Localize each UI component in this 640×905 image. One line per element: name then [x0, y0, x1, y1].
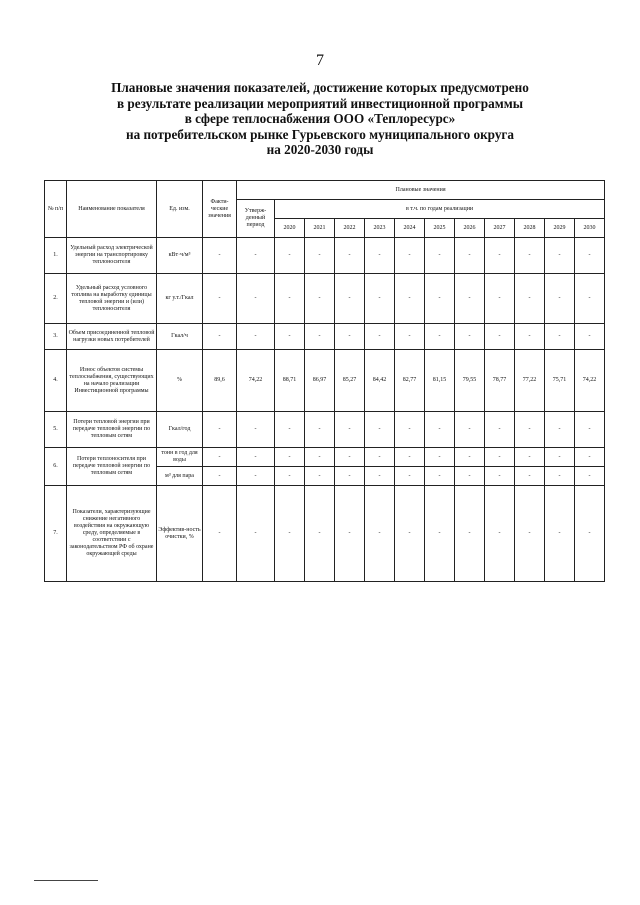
header-year: 2026 — [455, 219, 485, 238]
header-year: 2027 — [485, 219, 515, 238]
table-row — [45, 486, 605, 582]
actual-value: 89,6 — [203, 350, 237, 412]
row-number: 4. — [45, 350, 67, 412]
year-value: - — [545, 467, 575, 486]
year-value: - — [365, 238, 395, 274]
year-value: - — [485, 486, 515, 582]
header-approved: Утверж-денный период — [237, 200, 275, 238]
title-line-1: Плановые значения показателей, достижение которых предусмотрено — [111, 80, 529, 95]
year-value: 86,97 — [305, 350, 335, 412]
year-value: 81,15 — [425, 350, 455, 412]
actual-value: - — [203, 274, 237, 324]
unit-cell: кВт·ч/м³ — [157, 238, 203, 274]
row-number: 7. — [45, 486, 67, 582]
year-value: - — [545, 274, 575, 324]
header-by-years: в т.ч. по годам реализации — [275, 200, 605, 219]
approved-value: - — [237, 467, 275, 486]
year-value: - — [575, 412, 605, 448]
row-number: 6. — [45, 448, 67, 486]
year-value: - — [425, 412, 455, 448]
year-value: - — [455, 238, 485, 274]
table-row — [45, 238, 605, 274]
header-unit: Ед. изм. — [157, 181, 203, 238]
approved-value: - — [237, 412, 275, 448]
year-value: - — [395, 238, 425, 274]
row-number: 2. — [45, 274, 67, 324]
year-value: - — [425, 238, 455, 274]
year-value: - — [455, 412, 485, 448]
title-line-3: в сфере теплоснабжения ООО «Теплоресурс» — [184, 111, 456, 126]
year-value: - — [275, 274, 305, 324]
unit-cell: м³ для пара — [157, 467, 203, 486]
indicator-name: Потери теплоносителя при передаче тепловой энергии по тепловым сетям — [67, 448, 157, 486]
year-value: - — [365, 274, 395, 324]
year-value: - — [515, 467, 545, 486]
year-value: - — [395, 467, 425, 486]
year-value: - — [485, 274, 515, 324]
year-value: - — [395, 324, 425, 350]
year-value: - — [275, 467, 305, 486]
row-number: 3. — [45, 324, 67, 350]
year-value: - — [305, 448, 335, 467]
year-value: - — [575, 448, 605, 467]
year-value: 77,22 — [515, 350, 545, 412]
indicator-name: Потери тепловой энергии при передаче тепловой энергии по тепловым сетям — [67, 412, 157, 448]
year-value: - — [335, 238, 365, 274]
actual-value: - — [203, 448, 237, 467]
year-value: - — [485, 238, 515, 274]
year-value: - — [305, 238, 335, 274]
year-value: 85,27 — [335, 350, 365, 412]
header-num: № п/п — [45, 181, 67, 238]
title-line-5: на 2020-2030 годы — [266, 142, 374, 157]
approved-value: - — [237, 486, 275, 582]
year-value: - — [275, 238, 305, 274]
year-value: 75,71 — [545, 350, 575, 412]
header-year: 2020 — [275, 219, 305, 238]
year-value: - — [425, 324, 455, 350]
year-value: - — [275, 324, 305, 350]
indicator-name: Удельный расход условного топлива на выработку единицы тепловой энергии и (или) теплоносителя — [67, 274, 157, 324]
header-year: 2022 — [335, 219, 365, 238]
year-value: - — [455, 486, 485, 582]
year-value: - — [485, 448, 515, 467]
table-row — [45, 412, 605, 448]
year-value: - — [515, 324, 545, 350]
footer-rule — [34, 880, 98, 881]
header-year: 2030 — [575, 219, 605, 238]
year-value: - — [455, 467, 485, 486]
year-value: - — [335, 467, 365, 486]
year-value: - — [335, 324, 365, 350]
row-number: 1. — [45, 238, 67, 274]
table-row — [45, 324, 605, 350]
indicator-name: Показатели, характеризующие снижение негативного воздействия на окружающую среду, определяемые в соответствии с законодательством РФ об охране окружающей среды — [67, 486, 157, 582]
year-value: - — [365, 412, 395, 448]
header-year: 2028 — [515, 219, 545, 238]
table-row — [45, 350, 605, 412]
header-actual: Факти-ческие значения — [203, 181, 237, 238]
year-value: - — [275, 486, 305, 582]
header-year: 2029 — [545, 219, 575, 238]
year-value: - — [545, 486, 575, 582]
indicators-table — [44, 180, 605, 582]
year-value: - — [395, 486, 425, 582]
year-value: - — [455, 324, 485, 350]
table-row — [45, 448, 605, 467]
year-value: - — [575, 324, 605, 350]
year-value: - — [485, 324, 515, 350]
year-value: 84,42 — [365, 350, 395, 412]
indicator-name: Объем присоединенной тепловой нагрузки новых потребителей — [67, 324, 157, 350]
year-value: - — [365, 324, 395, 350]
year-value: - — [335, 412, 365, 448]
year-value: - — [365, 486, 395, 582]
year-value: - — [305, 412, 335, 448]
year-value: - — [425, 486, 455, 582]
actual-value: - — [203, 238, 237, 274]
row-number: 5. — [45, 412, 67, 448]
table-body — [45, 238, 605, 582]
year-value: - — [545, 448, 575, 467]
year-value: - — [275, 448, 305, 467]
year-value: - — [545, 412, 575, 448]
year-value: - — [395, 412, 425, 448]
year-value: - — [545, 324, 575, 350]
year-value: - — [305, 486, 335, 582]
year-value: - — [515, 412, 545, 448]
approved-value: - — [237, 238, 275, 274]
actual-value: - — [203, 412, 237, 448]
year-value: - — [305, 274, 335, 324]
year-value: - — [575, 467, 605, 486]
header-year: 2021 — [305, 219, 335, 238]
year-value: - — [545, 238, 575, 274]
year-value: - — [575, 238, 605, 274]
year-value: - — [485, 412, 515, 448]
year-value: 79,55 — [455, 350, 485, 412]
unit-cell: тонн в год для воды — [157, 448, 203, 467]
year-value: - — [455, 448, 485, 467]
title-line-2: в результате реализации мероприятий инвестиционной программы — [116, 95, 523, 111]
actual-value: - — [203, 324, 237, 350]
indicator-name: Износ объектов системы теплоснабжения, существующих на начало реализации Инвестиционной программы — [67, 350, 157, 412]
header-year: 2024 — [395, 219, 425, 238]
year-value: - — [575, 274, 605, 324]
unit-cell: Эффектив-ность очистки, % — [157, 486, 203, 582]
year-value: - — [515, 448, 545, 467]
unit-cell: % — [157, 350, 203, 412]
header-row-1 — [45, 181, 605, 200]
year-value: - — [515, 274, 545, 324]
year-value: - — [515, 486, 545, 582]
year-value: 74,22 — [575, 350, 605, 412]
header-year: 2025 — [425, 219, 455, 238]
year-value: - — [275, 412, 305, 448]
year-value: - — [305, 467, 335, 486]
year-value: - — [425, 274, 455, 324]
year-value: 78,77 — [485, 350, 515, 412]
header-planned: Плановые значения — [237, 181, 605, 200]
year-value: - — [455, 274, 485, 324]
year-value: 88,71 — [275, 350, 305, 412]
year-value: - — [305, 324, 335, 350]
year-value: - — [425, 448, 455, 467]
header-name: Наименование показателя — [67, 181, 157, 238]
approved-value: - — [237, 324, 275, 350]
unit-cell: кг у.т./Гкал — [157, 274, 203, 324]
year-value: 82,77 — [395, 350, 425, 412]
year-value: - — [575, 486, 605, 582]
year-value: - — [335, 274, 365, 324]
year-value: - — [395, 274, 425, 324]
year-value: - — [365, 448, 395, 467]
indicator-name: Удельный расход электрической энергии на транспортировку теплоносителя — [67, 238, 157, 274]
unit-cell: Гкал/год — [157, 412, 203, 448]
page-number: 7 — [316, 52, 324, 69]
year-value: - — [425, 467, 455, 486]
year-value: - — [335, 486, 365, 582]
document-title — [60, 80, 580, 158]
year-value: - — [365, 467, 395, 486]
year-value: - — [335, 448, 365, 467]
year-value: - — [515, 238, 545, 274]
unit-cell: Гкал/ч — [157, 324, 203, 350]
actual-value: - — [203, 467, 237, 486]
header-year: 2023 — [365, 219, 395, 238]
actual-value: - — [203, 486, 237, 582]
year-value: - — [395, 448, 425, 467]
approved-value: 74,22 — [237, 350, 275, 412]
table-row — [45, 274, 605, 324]
approved-value: - — [237, 274, 275, 324]
title-line-4: на потребительском рынке Гурьевского муниципального округа — [125, 126, 515, 142]
approved-value: - — [237, 448, 275, 467]
year-value: - — [485, 467, 515, 486]
